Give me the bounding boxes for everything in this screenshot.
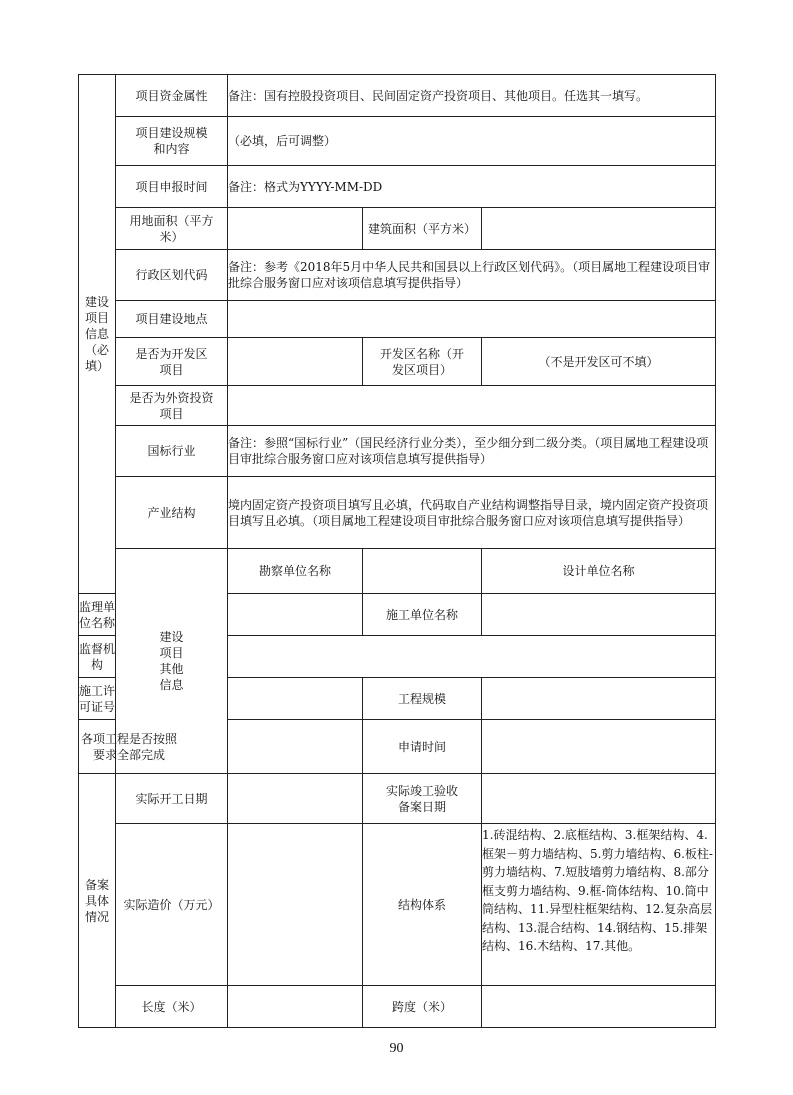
filing-form-table	[78, 74, 716, 1028]
survey-label: 勘察单位名称	[228, 549, 363, 594]
apply-time-value[interactable]	[482, 720, 716, 774]
end-date-label: 实际竣工验收备案日期	[363, 774, 482, 824]
structure-label: 产业结构	[116, 477, 228, 549]
section-construction-info: 建设项目信息（必填）	[79, 75, 116, 594]
report-time-label: 项目申报时间	[116, 166, 228, 208]
length-label: 长度（米）	[116, 986, 228, 1028]
apply-time-label: 申请时间	[363, 720, 482, 774]
industry-label: 国标行业	[116, 426, 228, 477]
supervise-value[interactable]	[228, 594, 363, 636]
funding-attr-label: 项目资金属性	[116, 75, 228, 117]
end-date-value[interactable]	[482, 774, 716, 824]
scale2-label: 工程规模	[363, 678, 482, 720]
land-area-label: 用地面积（平方米）	[116, 208, 228, 250]
structure-system-options[interactable]: 1.砖混结构、2.底框结构、3.框架结构、4.框架－剪力墙结构、5.剪力墙结构、6.板柱-剪力墙结构、7.短肢墙剪力墙结构、8.部分框支剪力墙结构、9.框-筒体结构、10.筒中筒结构、11.异型柱框架结构、12.复杂高层结构、13.混合结构、14.钢结构、15.排架结构、16.木结构、17.其他。	[482, 824, 716, 986]
construct-value[interactable]	[482, 594, 716, 636]
structure-note[interactable]: 境内固定资产投资项目填写且必填，代码取自产业结构调整指导目录，境内固定资产投资项目填写且必填。（项目属地工程建设项目审批综合服务窗口应对该项信息填写提供指导）	[228, 477, 716, 549]
scale2-value[interactable]	[482, 678, 716, 720]
agency-label: 监督机构	[79, 636, 116, 678]
page-number: 90	[389, 1041, 404, 1056]
permit-label: 施工许可证号	[79, 678, 116, 720]
scale-label: 项目建设规模和内容	[116, 117, 228, 166]
dev-zone-name-label: 开发区名称（开发区项目）	[363, 338, 482, 386]
construct-label: 施工单位名称	[363, 594, 482, 636]
start-date-value[interactable]	[228, 774, 363, 824]
length-value[interactable]	[228, 986, 363, 1028]
cost-value[interactable]	[228, 824, 363, 986]
admin-code-note[interactable]: 备注：参考《2018年5月中华人民共和国县以上行政区划代码》。（项目属地工程建设项目审批综合服务窗口应对该项信息填写提供指导）	[228, 250, 716, 301]
span-value[interactable]	[482, 986, 716, 1028]
completed-label: 各项工程是否按照要求全部完成	[79, 720, 116, 774]
land-area-value[interactable]	[228, 208, 363, 250]
location-label: 项目建设地点	[116, 301, 228, 338]
dev-zone-value[interactable]	[228, 338, 363, 386]
foreign-value[interactable]	[228, 386, 716, 426]
design-label: 设计单位名称	[482, 549, 716, 594]
building-area-value[interactable]	[482, 208, 716, 250]
survey-value[interactable]	[363, 549, 482, 594]
scale-note[interactable]: （必填，后可调整）	[228, 117, 716, 166]
start-date-label: 实际开工日期	[116, 774, 228, 824]
admin-code-label: 行政区划代码	[116, 250, 228, 301]
foreign-label: 是否为外资投资项目	[116, 386, 228, 426]
dev-zone-name-note[interactable]: （不是开发区可不填）	[482, 338, 716, 386]
structure-system-label: 结构体系	[363, 824, 482, 986]
dev-zone-label: 是否为开发区项目	[116, 338, 228, 386]
section-filing-info: 备案具体情况	[79, 774, 116, 1028]
industry-note[interactable]: 备注：参照“国标行业”（国民经济行业分类），至少细分到二级分类。（项目属地工程建设项目审批综合服务窗口应对该项信息填写提供指导）	[228, 426, 716, 477]
span-label: 跨度（米）	[363, 986, 482, 1028]
location-value[interactable]	[228, 301, 716, 338]
cost-label: 实际造价（万元）	[116, 824, 228, 986]
completed-value[interactable]	[228, 720, 363, 774]
supervise-label: 监理单位名称	[79, 594, 116, 636]
report-time-note[interactable]: 备注：格式为YYYY-MM-DD	[228, 166, 716, 208]
section-other-info: 建设项目其他信息	[116, 549, 228, 774]
funding-attr-note[interactable]: 备注：国有控股投资项目、民间固定资产投资项目、其他项目。任选其一填写。	[228, 75, 716, 117]
permit-value[interactable]	[228, 678, 363, 720]
building-area-label: 建筑面积（平方米）	[363, 208, 482, 250]
agency-value[interactable]	[228, 636, 716, 678]
